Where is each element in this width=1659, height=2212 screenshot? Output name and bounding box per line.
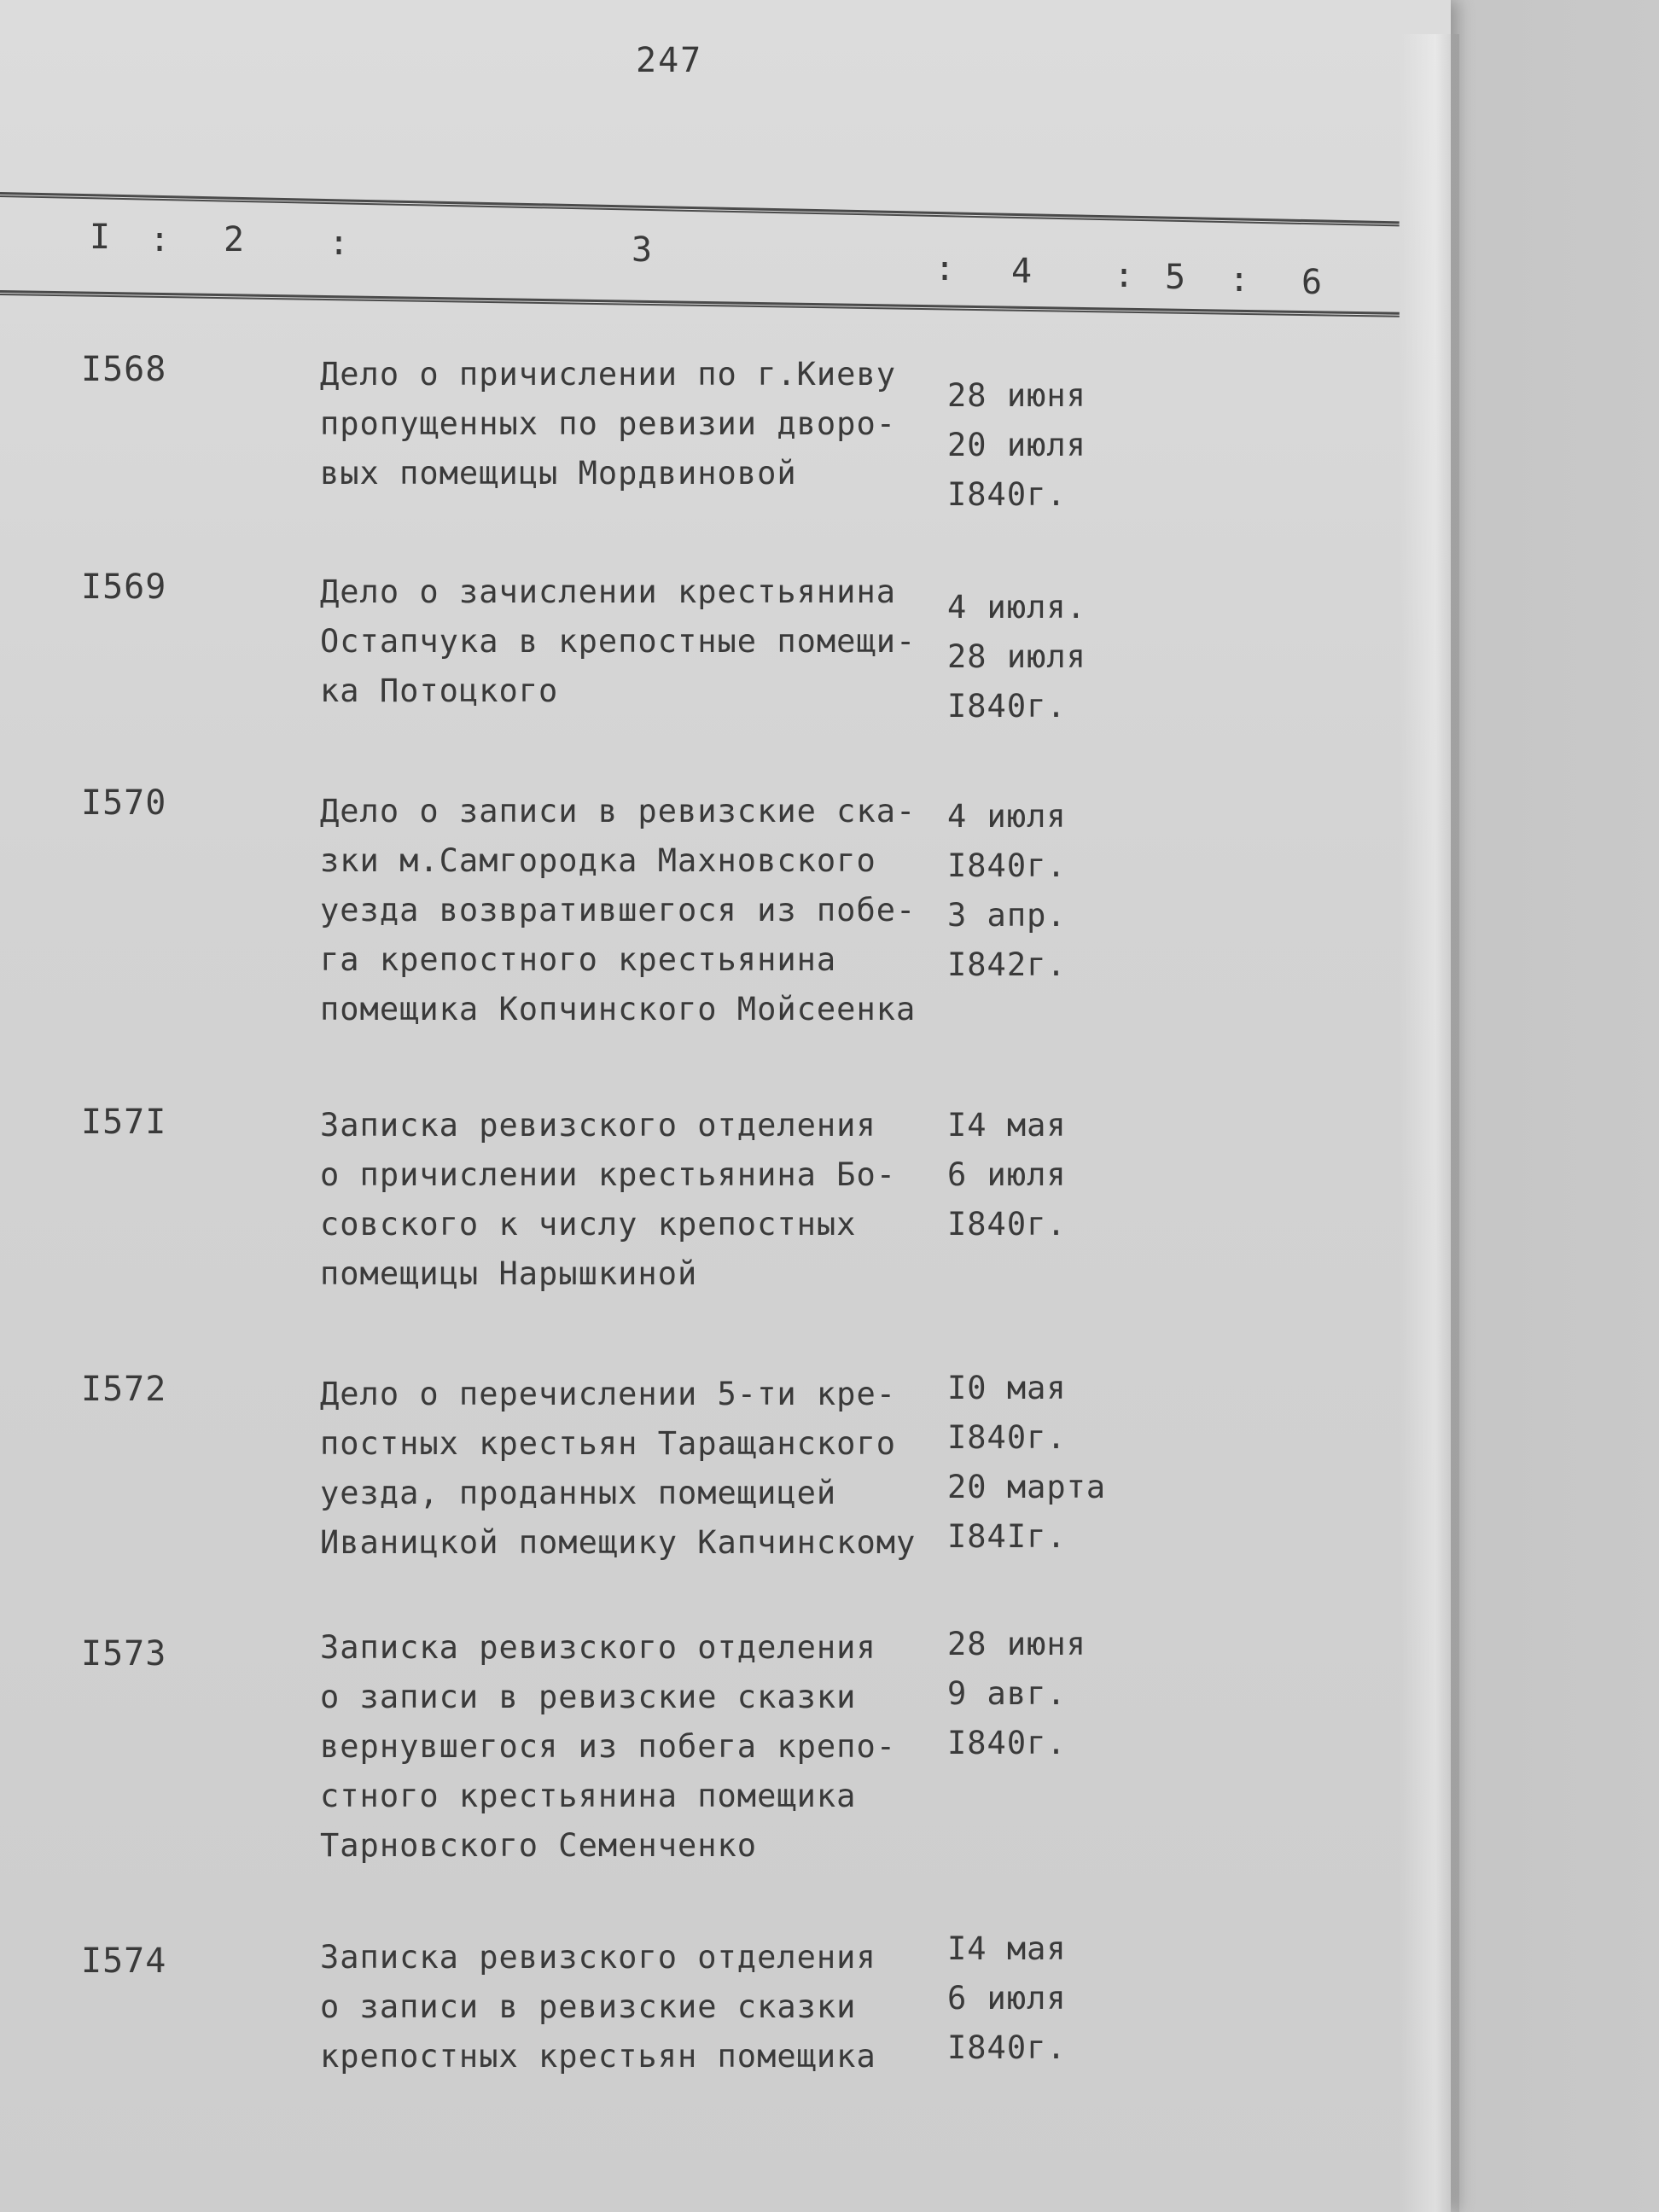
description-line: о записи в ревизские сказки xyxy=(320,1679,857,1715)
description-line: ка Потоцкого xyxy=(320,672,559,709)
date-line: 20 июля xyxy=(947,427,1086,463)
page-edge-shadow xyxy=(1400,34,1459,2212)
page-number: 247 xyxy=(636,41,703,80)
column-head-5: 5 xyxy=(1165,258,1186,297)
date-line: I840г. xyxy=(947,1419,1067,1456)
entry-description xyxy=(320,568,934,716)
description-line: Дело о перечислении 5-ти кре- xyxy=(320,1376,897,1412)
entry-dates xyxy=(947,792,1135,990)
column-head-1: I xyxy=(90,218,111,257)
entry-dates xyxy=(947,1924,1135,2073)
description-line: помещика Копчинского Мойсеенка xyxy=(320,991,917,1027)
date-line: I4 мая xyxy=(947,1107,1067,1144)
description-line: зки м.Самгородка Махновского xyxy=(320,842,876,879)
description-line: Остапчука в крепостные помещи- xyxy=(320,623,917,660)
entry-description xyxy=(320,1623,934,1871)
description-line: о записи в ревизские сказки xyxy=(320,1988,857,2025)
description-line: Дело о причислении по г.Киеву xyxy=(320,356,897,393)
entry-number: I568 xyxy=(81,350,167,389)
description-line: уезда, проданных помещицей xyxy=(320,1475,837,1511)
column-separator: : xyxy=(1229,260,1250,300)
entry-number: I57I xyxy=(81,1103,167,1142)
description-line: пропущенных по ревизии дворо- xyxy=(320,405,897,442)
description-line: га крепостного крестьянина xyxy=(320,941,837,978)
description-line: постных крестьян Таращанского xyxy=(320,1425,897,1462)
header-rule-top-double xyxy=(0,195,1400,226)
date-line: 28 июня xyxy=(947,377,1086,414)
date-line: I840г. xyxy=(947,1206,1067,1243)
column-head-3: 3 xyxy=(632,230,653,270)
entry-description xyxy=(320,350,934,498)
entry-number: I570 xyxy=(81,783,167,823)
entry-dates xyxy=(947,371,1135,520)
entry-description xyxy=(320,1101,934,1299)
date-line: I840г. xyxy=(947,2029,1067,2066)
header-rule-top xyxy=(0,192,1400,224)
description-line: Записка ревизского отделения xyxy=(320,1629,876,1666)
description-line: совского к числу крепостных xyxy=(320,1206,857,1243)
entry-dates xyxy=(947,583,1135,731)
description-line: Тарновского Семенченко xyxy=(320,1827,758,1864)
date-line: 3 апр. xyxy=(947,897,1067,934)
date-line: I840г. xyxy=(947,476,1067,513)
description-line: Записка ревизского отделения xyxy=(320,1107,876,1144)
date-line: 6 июля xyxy=(947,1156,1067,1193)
description-line: стного крестьянина помещика xyxy=(320,1778,857,1814)
date-line: 6 июля xyxy=(947,1980,1067,2017)
description-line: уезда возвратившегося из побе- xyxy=(320,892,917,928)
column-head-2: 2 xyxy=(224,220,245,259)
description-line: Дело о записи в ревизские ска- xyxy=(320,793,917,830)
entry-number: I569 xyxy=(81,568,167,607)
description-line: крепостных крестьян помещика xyxy=(320,2038,876,2075)
column-head-6: 6 xyxy=(1301,263,1323,302)
description-line: Иваницкой помещику Капчинскому xyxy=(320,1524,917,1561)
description-line: о причислении крестьянина Бо- xyxy=(320,1156,897,1193)
date-line: I84Iг. xyxy=(947,1518,1067,1555)
date-line: I840г. xyxy=(947,1725,1067,1761)
date-line: 28 июля xyxy=(947,638,1086,675)
date-line: I840г. xyxy=(947,688,1067,725)
entry-number: I572 xyxy=(81,1370,167,1409)
description-line: помещицы Нарышкиной xyxy=(320,1255,698,1292)
description-line: Записка ревизского отделения xyxy=(320,1939,876,1976)
entry-number: I573 xyxy=(81,1634,167,1674)
date-line: 9 авг. xyxy=(947,1675,1067,1712)
description-line: вернувшегося из побега крепо- xyxy=(320,1728,897,1765)
date-line: I842г. xyxy=(947,946,1067,983)
column-separator: : xyxy=(934,249,956,288)
entry-description xyxy=(320,787,934,1034)
column-head-4: 4 xyxy=(1011,252,1033,291)
description-line: Дело о зачислении крестьянина xyxy=(320,573,897,610)
entry-dates xyxy=(947,1620,1135,1768)
entry-dates xyxy=(947,1101,1135,1249)
column-separator: : xyxy=(149,220,171,259)
date-line: 28 июня xyxy=(947,1626,1086,1662)
date-line: 4 июля. xyxy=(947,589,1086,626)
description-line: вых помещицы Мордвиновой xyxy=(320,455,797,492)
date-line: 4 июля xyxy=(947,798,1067,835)
entry-dates xyxy=(947,1364,1135,1562)
column-separator: : xyxy=(1114,256,1135,295)
date-line: I4 мая xyxy=(947,1930,1067,1967)
entry-number: I574 xyxy=(81,1941,167,1981)
entry-description xyxy=(320,1933,934,2081)
header-rule-bottom xyxy=(0,290,1400,315)
date-line: I0 мая xyxy=(947,1370,1067,1406)
column-separator: : xyxy=(329,224,350,263)
date-line: 20 марта xyxy=(947,1469,1107,1505)
entry-description xyxy=(320,1370,934,1568)
header-rule-bottom-double xyxy=(0,294,1400,317)
date-line: I840г. xyxy=(947,847,1067,884)
